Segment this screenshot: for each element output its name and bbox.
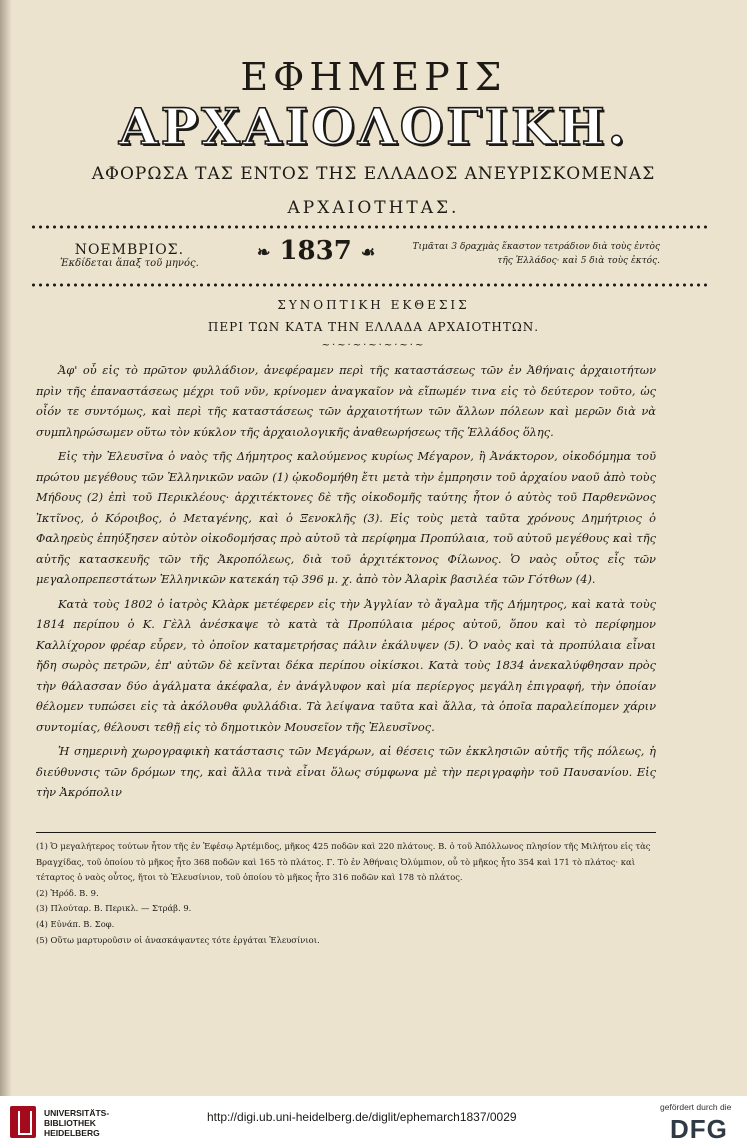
masthead-title-2: ΑΡΧΑΙΟΛΟΓΙΚΗ. (118, 97, 629, 156)
price-note: Τιμᾶται 3 δραχμὰς ἕκαστον τετράδιον διὰ τοὺς ἐντὸς τῆς Ἑλλάδος· καὶ 5 διὰ τοὺς ἐκτός. (412, 242, 660, 266)
paragraph: Κατὰ τοὺς 1802 ὁ ἰατρὸς Κλὰρκ μετέφερεν εἰς τὴν Ἀγγλίαν τὸ ἄγαλμα τῆς Δήμητρος, καὶ κατὰ τοὺς 1814 περίπου ὁ Κ. Γὲλλ ἀνέσκαψε τὸ κατὰ τὰ Προπύλαια μέρος αὐτοῦ, ὅπου καὶ τὸ περίφημον Καλλίχορον φρέαρ εὗρεν, τὸ ὁποῖον καταμετρήσας πάλιν ἐκάλυψεν (5). Ὁ ναὸς καὶ τὰ προπύλαια εἶναι ἤδη σωρὸς πετρῶν, ἐπ' αὐτῶν δὲ κεῖνται δέκα περίπου οἰκίσκοι. Κατὰ τοὺς 1834 ἀνεκαλύφθησαν πρὸς τὴν θάλασσαν δύο ἀγάλματα ἀκέφαλα, ἐν ἀνάγλυφον καὶ μία περίεργος μεγάλη ἐπιγραφή, τὴν ὁποίαν θέλομεν τυπώσει εἰς τὰ ἀκόλουθα φυλλάδια. Τὰ λείψανα ταῦτα καὶ ἄλλα, τὰ ὁποῖα παραλείπομεν χάριν συντομίας, θέλουσι τεθῇ εἰς τὸ δημοτικὸν Μουσεῖον τῆς Ἐλευσῖνος. (36, 596, 656, 734)
footnote: (5) Οὕτω μαρτυροῦσιν οἱ ἀνασκάψαντες τότε ἐργάται Ἐλευσίνιοι. (36, 934, 320, 945)
source-url-link[interactable]: http://digi.ub.uni-heidelberg.de/diglit/ephemarch1837/0029 (207, 1110, 517, 1124)
ornament-right-icon: ☙ (360, 242, 376, 262)
masthead-subtitle: ΑΦΟΡΩΣΑ ΤΑΣ ΕΝΤΟΣ ΤΗΣ ΕΛΛΑΔΟΣ ΑΝΕΥΡΙΣΚΟΜΕΝΑΣ (91, 164, 656, 184)
dotted-rule-top (30, 224, 710, 230)
footnote: (3) Πλούταρ. Β. Περικλ. — Στράβ. 9. (36, 903, 192, 914)
masthead (0, 56, 747, 218)
paragraph: Ἡ σημερινὴ χωρογραφικὴ κατάστασις τῶν Μεγάρων, αἱ θέσεις τῶν ἐκκλησιῶν αὐτῆς τῆς πόλεως, ἡ διεύθυνσις τῶν δρόμων της, καὶ ἄλλα τινὰ εἶναι ὅλως σύμφωνα μὲ τὴν περιγραφὴν τοῦ Παυσανίου. Εἰς τὴν Ἀκρόπολιν (36, 744, 656, 799)
footnote: (1) Ὁ μεγαλήτερος τούτων ἦτον τῆς ἐν Ἐφέσῳ Ἀρτέμιδος, μῆκος 425 ποδῶν καὶ 220 πλάτους. Β. ὁ τοῦ Ἀπόλλωνος πλησίον τῆς Μιλήτου εἰς τὰς Βραγχίδας, τοῦ ὁποίου τὸ μῆκος ἦτο 368 ποδῶν καὶ 165 τὸ πλάτος. Γ. Τὸ ἐν Ἀθήναις Ὀλύμπιον, οὗ τὸ μῆκος ἦτο 354 καὶ 171 τὸ πλάτος· καὶ τέταρτος ὁ ναὸς οὗτος, ἤτοι τὸ Ἐλευσίνιον, τοῦ ὁποίου τὸ μῆκος ἦτο 316 ποδῶν καὶ 178 τὸ πλάτος. (36, 841, 651, 883)
dotted-rule-bottom (30, 282, 710, 288)
viewer-footer (0, 1096, 747, 1148)
year-text: 1837 (279, 236, 352, 266)
paragraph: Εἰς τὴν Ἐλευσῖνα ὁ ναὸς τῆς Δήμητρος καλούμενος κυρίως Μέγαρον, ἢ Ἀνάκτορον, οἰκοδόμημα τοῦ πρώτου μεγέθους τῶν Ἑλληνικῶν ναῶν (1) ᾠκοδομήθη ἔτι μετὰ τὴν ἐμπρησιν τοῦ ἀρχαίου ναοῦ ἀπὸ τοὺς Μήδους (2) ἐπὶ τοῦ Περικλέους· ἀρχιτέκτονες δὲ τῆς οἰκοδομῆς ταύτης ἦτον ὁ αὐτὸς τοῦ Παρθενῶνος Ἰκτῖνος, ὁ Κόροιβος, ὁ Μεταγένης, καὶ ὁ Ξενοκλῆς (3). Εἰς τοὺς μετὰ ταῦτα χρόνους Δημήτριος ὁ Φαληρεὺς ἐπηύξησεν αὐτὸν οἰκοδομήσας πρὸ αὐτοῦ τὰ περίφημα Προπύλαια, τοῦ αὐτοῦ μεγέθους καὶ τῆς αὐτῆς κατασκευῆς τῶν τῆς Ἀκροπόλεως, διὰ τοῦ ἀρχιτέκτονος Φίλωνος. Ὁ ναὸς οὗτος εἷς τῶν μεγαλοπρεπεστάτων Ἑλληνικῶν κατεκάη τῷ 396 μ. χ. ἀπὸ τὸν Ἀλαρὶκ βασιλέα τῶν Γότθων (4). (36, 449, 656, 586)
issue-info (60, 242, 199, 269)
ornament-left-icon: ❧ (257, 242, 271, 262)
issue-year (257, 236, 375, 266)
footnote: (4) Εὐνάπ. Β. Σοφ. (36, 918, 115, 929)
paragraph: Ἀφ' οὗ εἰς τὸ πρῶτον φυλλάδιον, ἀνεφέραμεν περὶ τῆς καταστάσεως τῶν ἐν Ἀθήναις ἀρχαιοτήτων πρὶν τῆς ἐπαναστάσεως μέχρι τοῦ νῦν, κρίνομεν ἀναγκαῖον νὰ εἴπωμέν τινα εἰς τὸ δεύτερον τοῦτο, ὡς οἷόν τε συντόμως, καὶ περὶ τῆς καταστάσεως τῶν ἀρχαιοτήτων τῶν ἄλλων πόλεων καὶ μερῶν διὰ νὰ συμπληρώσωμεν οὕτω τὸν κύκλον τῆς ἀρχαιολογικῆς ἀναθεωρήσεως τῆς Ἑλλάδος ὅλης. (36, 363, 656, 439)
footnotes (36, 832, 656, 948)
publication-frequency: Ἐκδίδεται ἅπαξ τοῦ μηνός. (60, 258, 199, 269)
university-line: UNIVERSITÄTS- (44, 1108, 110, 1118)
footnote: (2) Ἡρόδ. Β. 9. (36, 887, 99, 898)
masthead-subtitle-2: ΑΡΧΑΙΟΤΗΤΑΣ. (287, 198, 460, 218)
university-line: HEIDELBERG (44, 1128, 100, 1138)
article-heading (0, 298, 747, 351)
dfg-logo: DFG (670, 1114, 728, 1144)
issue-month: ΝΟΕΜΒΡΙΟΣ. (74, 242, 185, 258)
university-logo-icon (10, 1106, 36, 1138)
university-line: BIBLIOTHEK (44, 1118, 96, 1128)
article-body (36, 360, 656, 807)
university-name (44, 1108, 109, 1138)
heading-ornament: ~·~·~·~·~·~·~ (321, 340, 426, 351)
article-subtitle: ΠΕΡΙ ΤΩΝ ΚΑΤΑ ΤΗΝ ΕΛΛΑΔΑ ΑΡΧΑΙΟΤΗΤΩΝ. (207, 320, 540, 334)
article-title: ΣΥΝΟΠΤΙΚΗ ΕΚΘΕΣΙΣ (277, 298, 470, 312)
masthead-title-1: ΕΦΗΜΕΡΙΣ (240, 55, 507, 99)
funded-by-label: gefördert durch die (660, 1102, 732, 1112)
